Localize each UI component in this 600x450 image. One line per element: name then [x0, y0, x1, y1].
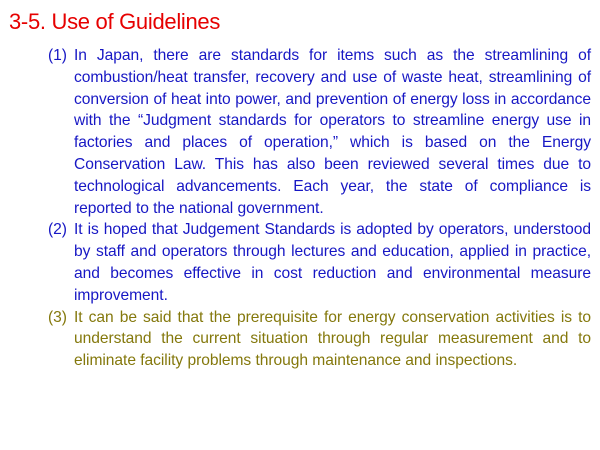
- list-item-text: In Japan, there are standards for items such as the streamlining of combustion/heat transfer, recovery and use of waste heat, streamlining of conversion of heat into power, and prevention of energy loss in accordance with the “Judgment standards for operators to streamline energy use in factories and places of operation,” which is based on the Energy Conservation Law. This has also been reviewed several times due to technological advancements. Each year, the state of compliance is reported to the national government.: [74, 47, 591, 217]
- list-item-number: (3): [48, 308, 67, 326]
- list-item-number: (2): [48, 221, 67, 239]
- list-item-text: It is hoped that Judgement Standards is adopted by operators, understood by staff and operators through lectures and education, applied in practice, and becomes effective in cost reduction and environmental measure improvement.: [74, 221, 591, 304]
- page-title: 3-5. Use of Guidelines: [9, 9, 221, 34]
- guideline-list: [48, 45, 591, 372]
- list-item: [48, 307, 591, 372]
- list-item: [48, 219, 591, 306]
- list-item: [48, 45, 591, 219]
- list-item-number: (1): [48, 47, 67, 64]
- list-item-text: It can be said that the prerequisite for energy conservation activities is to understand the current situation through regular measurement and to eliminate facility problems through maintenance and inspections.: [74, 308, 591, 370]
